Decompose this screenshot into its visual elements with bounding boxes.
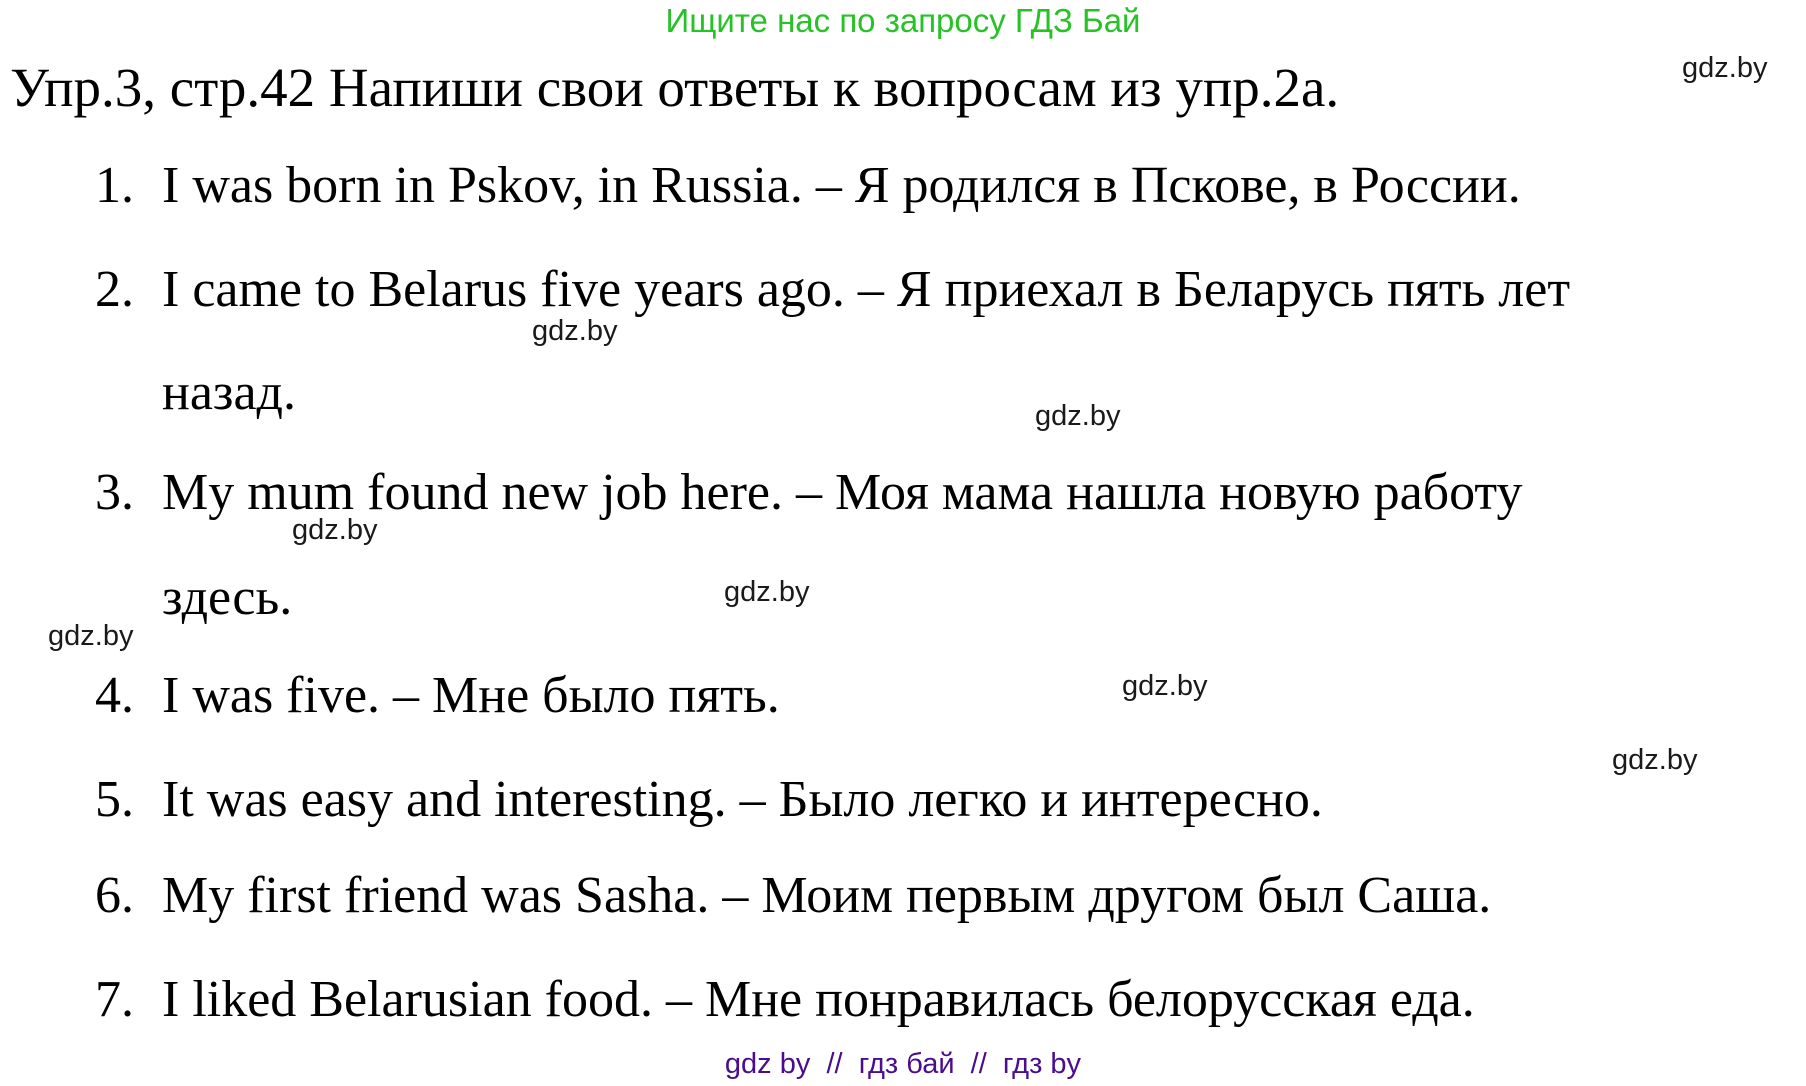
answer-text: I liked Belarusian food. – Мне понравилась белорусская еда. [162, 971, 1475, 1028]
answer-text: My mum found new job here. – Моя мама нашла новую работу [162, 464, 1523, 521]
gdz-watermark: gdz.by [1122, 670, 1208, 702]
answer-number: 4. [95, 667, 134, 724]
answer-text: I came to Belarus five years ago. – Я приехал в Беларусь пять лет [162, 261, 1571, 318]
answer-number: 2. [95, 261, 134, 318]
answer-text: назад. [162, 364, 296, 421]
promo-banner: Ищите нас по запросу ГДЗ Бай [665, 2, 1141, 39]
gdz-watermark: gdz.by [292, 514, 378, 546]
gdz-watermark: gdz.by [724, 576, 810, 608]
gdz-watermark: gdz.by [532, 315, 618, 347]
answer-number: 5. [95, 771, 134, 828]
answer-text: здесь. [162, 569, 293, 626]
gdz-watermark: gdz.by [1682, 52, 1768, 84]
answer-text: I was five. – Мне было пять. [162, 667, 780, 724]
answer-number: 1. [95, 157, 134, 214]
gdz-watermark: gdz.by [48, 620, 134, 652]
answer-number: 6. [95, 867, 134, 924]
exercise-title: Упр.3, стр.42 Напиши свои ответы к вопросам из упр.2а. [10, 57, 1340, 118]
footer-watermark: gdz by // гдз бай // гдз by [724, 1048, 1082, 1080]
gdz-watermark: gdz.by [1035, 400, 1121, 432]
answer-number: 3. [95, 464, 134, 521]
gdz-watermark: gdz.by [1612, 744, 1698, 776]
answer-text: It was easy and interesting. – Было легко и интересно. [162, 771, 1323, 828]
answer-text: I was born in Pskov, in Russia. – Я родился в Пскове, в России. [162, 157, 1521, 214]
answer-text: My first friend was Sasha. – Моим первым другом был Саша. [162, 867, 1492, 924]
answer-number: 7. [95, 971, 134, 1028]
